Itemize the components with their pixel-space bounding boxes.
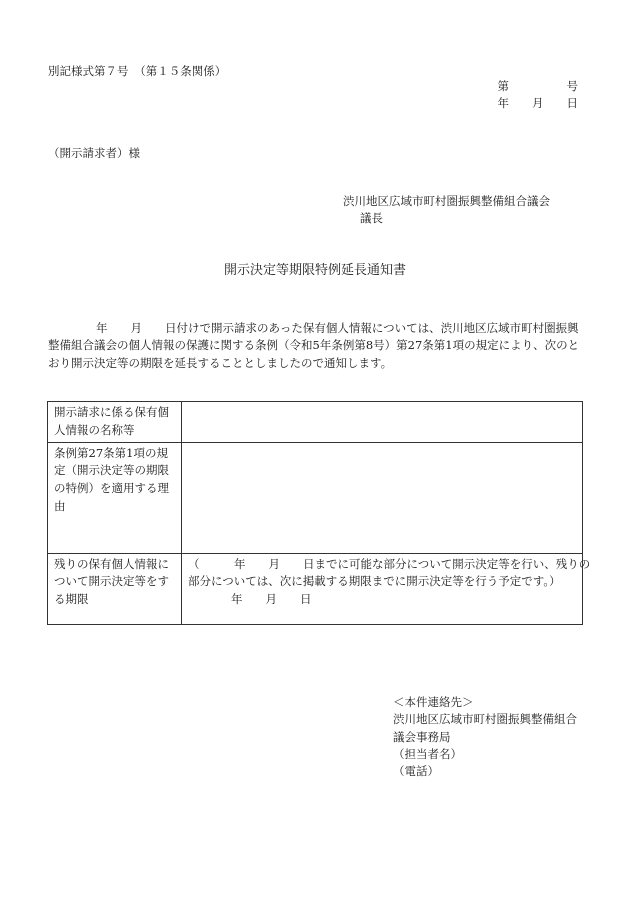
notice-body bbox=[48, 320, 582, 372]
row3-value-line3: 年 月 日 bbox=[231, 592, 312, 607]
row3-label: 残りの保有個人情報について開示決定等をする期限 bbox=[48, 553, 182, 624]
document-title: 開示決定等期限特例延長通知書 bbox=[223, 263, 406, 278]
contact-org-line2: 議会事務局 bbox=[393, 729, 451, 744]
addressee: （開示請求者）様 bbox=[48, 146, 140, 160]
form-id: 別記様式第７号 （第１５条関係） bbox=[48, 64, 227, 78]
contact-heading: ＜本件連絡先＞ bbox=[393, 695, 474, 709]
info-table bbox=[47, 401, 591, 625]
document-date: 年 月 日 bbox=[497, 96, 578, 110]
contact-person: （担当者名） bbox=[393, 746, 462, 761]
row2-label: 条例第27条第1項の規定（開示決定等の期限の特例）を適用する理由 bbox=[48, 442, 182, 553]
table-row bbox=[48, 402, 583, 443]
row2-value bbox=[182, 442, 583, 553]
row1-value bbox=[182, 402, 583, 443]
contact-block bbox=[393, 694, 593, 780]
contact-org-line1: 渋川地区広域市町村圏振興整備組合 bbox=[393, 712, 577, 727]
row3-value-line1: （ 年 月 日までに可能な部分について開示決定等を行い、残りの bbox=[188, 556, 591, 571]
row3-value bbox=[182, 553, 591, 624]
table-row bbox=[48, 553, 583, 624]
body-text: 年 月 日付けで開示請求のあった保有個人情報については、渋川地区広域市町村圏振興整備組合議会の個人情報の保護に関する条例（令和5年条例第8号）第27条第1項の規定により、次のとおり開示決定等の期限を延長することとしましたので通知します。 bbox=[48, 321, 580, 370]
sender-organization: 渋川地区広域市町村圏振興整備組合議会 bbox=[343, 194, 550, 208]
row1-label: 開示請求に係る保有個人情報の名称等 bbox=[48, 402, 182, 443]
sender-title: 議長 bbox=[360, 211, 383, 225]
document-number: 第 号 bbox=[497, 79, 578, 93]
table-row bbox=[48, 442, 583, 553]
row3-value-line2: 部分については、次に掲載する期限までに開示決定等を行う予定です。） bbox=[188, 574, 561, 589]
contact-phone: （電話） bbox=[393, 764, 439, 778]
